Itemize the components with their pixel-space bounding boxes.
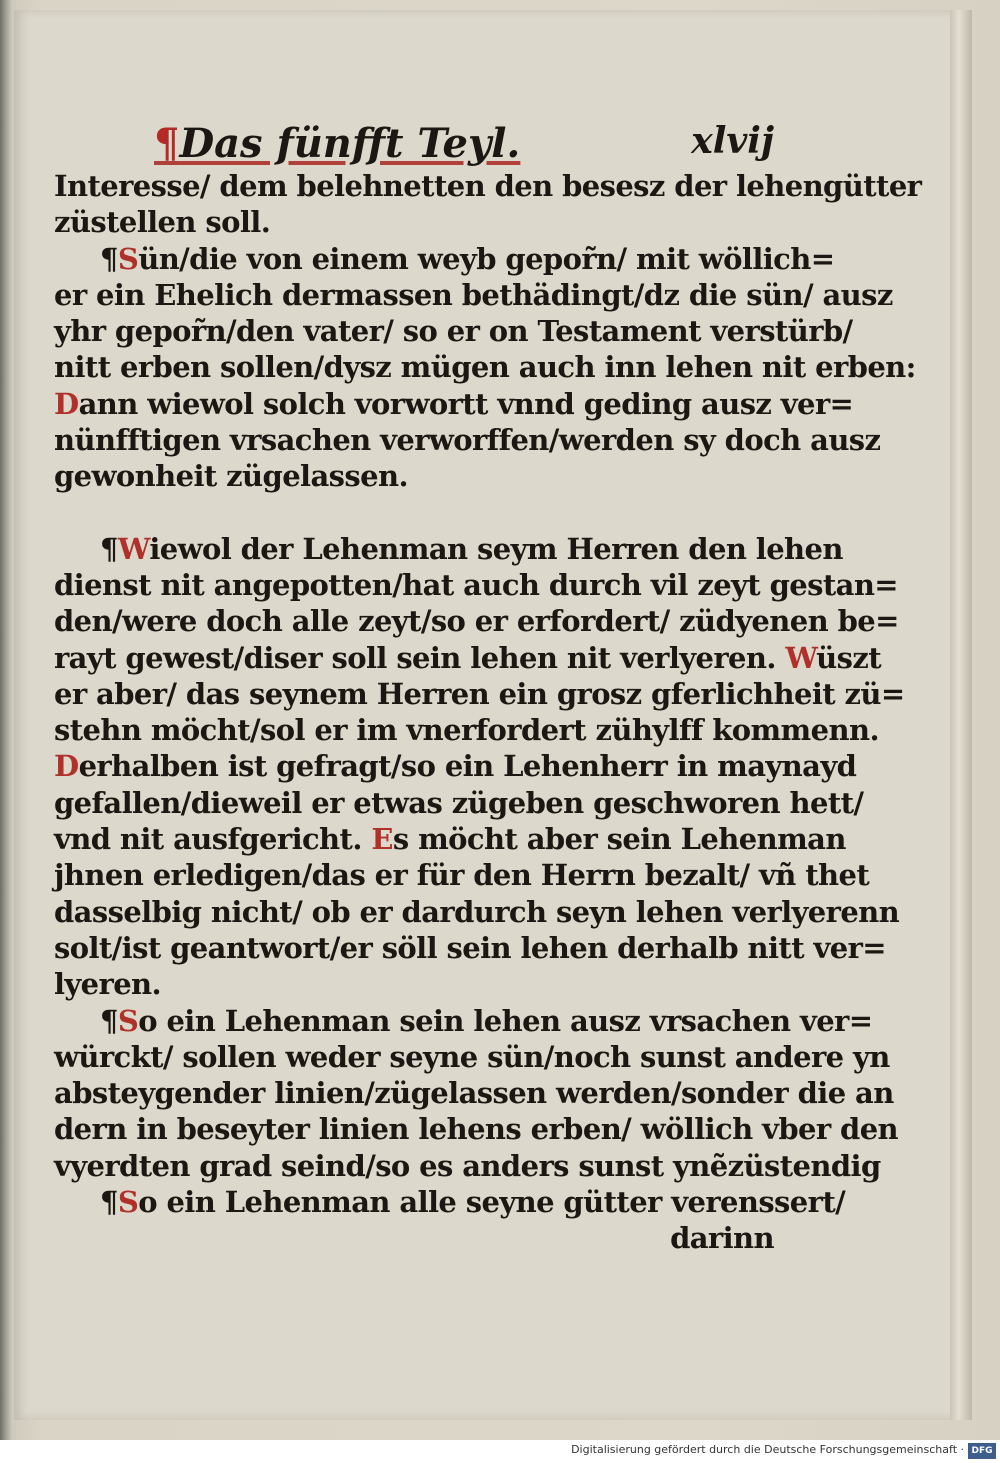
rubricated-initial: W xyxy=(117,531,150,566)
book-page xyxy=(14,10,972,1420)
text-line xyxy=(54,241,835,277)
rubric-mark: ¶ xyxy=(154,120,180,167)
line-text: vyerdten grad seind/so es anders sunst ynẽzüstendig xyxy=(54,1148,881,1183)
line-text: gewonheit zügelassen. xyxy=(54,459,408,494)
text-block xyxy=(54,112,922,1257)
line-text: würckt/ sollen weder seyne sün/noch sunst andere yn xyxy=(54,1039,890,1074)
rubricated-initial: D xyxy=(54,749,79,784)
text-line xyxy=(54,894,900,930)
text-line xyxy=(54,1039,890,1075)
line-text: züstellen soll. xyxy=(54,205,271,240)
folio-number: xlvij xyxy=(691,120,774,162)
line-text: yhr gepor̃n/den vater/ so er on Testament verstürb/ xyxy=(54,314,853,349)
line-text: ün/die von einem weyb gepor̃n/ mit wöllich= xyxy=(138,241,835,276)
line-text: dienst nit angepotten/hat auch durch vil zeyt gestan= xyxy=(54,567,899,602)
text-line xyxy=(54,531,843,567)
line-text: rayt gewest/diser soll sein lehen nit verlyeren. xyxy=(54,640,776,675)
text-line xyxy=(54,748,857,784)
paragraph-gap xyxy=(54,495,774,531)
text-line xyxy=(54,277,893,313)
line-text: vnd nit ausfgericht. xyxy=(54,822,362,857)
text-line xyxy=(54,966,774,1002)
text-line xyxy=(54,1111,899,1147)
page-edge xyxy=(950,10,972,1420)
text-line xyxy=(54,821,846,857)
line-text: jhnen erledigen/das er für den Herrn bezalt/ vñ thet xyxy=(54,858,870,893)
line-text: stehn möcht/sol er im vnerfordert zühylff kommenn. xyxy=(54,713,879,748)
rubricated-initial: W xyxy=(785,640,817,675)
paragraph-mark: ¶ xyxy=(100,241,118,276)
line-text: dasselbig nicht/ ob er dardurch seyn lehen verlyerenn xyxy=(54,894,900,929)
paragraph-mark: ¶ xyxy=(100,531,118,566)
line-text: Interesse/ dem belehnetten den besesz der lehengütter xyxy=(54,169,922,203)
line-text: solt/ist geantwort/er söll sein lehen derhalb nitt ver= xyxy=(54,930,887,965)
line-text: ann wiewol solch vorwortt vnnd geding ausz ver= xyxy=(78,386,854,421)
line-text: er ein Ehelich dermassen bethädingt/dz die sün/ ausz xyxy=(54,277,893,312)
line-text: gefallen/dieweil er etwas zügeben geschworen hett/ xyxy=(54,785,864,820)
text-line xyxy=(54,422,881,458)
body-text xyxy=(54,168,922,1220)
text-line xyxy=(54,313,853,349)
line-text: nünfftigen vrsachen verworffen/werden sy doch ausz xyxy=(54,423,881,458)
line-text: o ein Lehenman sein lehen ausz vrsachen ver= xyxy=(138,1003,873,1038)
line-text: nitt erben sollen/dysz mügen auch inn lehen nit erben: xyxy=(54,350,916,385)
text-line xyxy=(54,603,899,639)
text-line xyxy=(54,349,916,385)
footer-bar xyxy=(0,1440,1000,1463)
running-header xyxy=(54,112,774,168)
rubricated-initial: E xyxy=(371,822,393,857)
rubricated-initial: S xyxy=(117,1185,139,1220)
line-text: üszt xyxy=(816,640,882,675)
text-line xyxy=(54,1075,894,1111)
funding-credit: Digitalisierung gefördert durch die Deutsche Forschungsgemeinschaft · xyxy=(571,1443,964,1456)
running-title: ¶Das fünfft Teyl. xyxy=(154,120,521,167)
line-text: dern in beseyter linien lehens erben/ wöllich vber den xyxy=(54,1112,899,1147)
dfg-logo: DFG xyxy=(968,1443,996,1459)
text-line xyxy=(54,168,922,204)
line-text: o ein Lehenman alle seyne gütter verenssert/ xyxy=(138,1185,846,1220)
line-text: er aber/ das seynem Herren ein grosz gferlichheit zü= xyxy=(54,676,905,711)
text-line xyxy=(54,1003,873,1039)
text-line xyxy=(54,640,882,676)
text-line xyxy=(54,930,887,966)
text-line xyxy=(54,1184,846,1220)
rubricated-initial: D xyxy=(54,386,79,421)
paragraph-mark: ¶ xyxy=(100,1003,118,1038)
line-text: den/were doch alle zeyt/so er erfordert/ züdyenen be= xyxy=(54,604,899,639)
rubricated-initial: S xyxy=(117,1003,139,1038)
text-line xyxy=(54,567,899,603)
line-text: absteygender linien/zügelassen werden/sonder die an xyxy=(54,1076,894,1111)
line-text: s möcht aber sein Lehenman xyxy=(392,822,846,857)
text-line xyxy=(54,1148,881,1184)
text-line xyxy=(54,785,864,821)
paragraph-mark: ¶ xyxy=(100,1185,118,1220)
line-text: erhalben ist gefragt/so ein Lehenherr in maynayd xyxy=(78,749,857,784)
text-line xyxy=(54,857,870,893)
text-line xyxy=(54,458,774,494)
rubricated-initial: S xyxy=(117,241,139,276)
catchword: darinn xyxy=(670,1221,774,1256)
text-line xyxy=(54,676,905,712)
line-text: lyeren. xyxy=(54,967,162,1002)
text-line xyxy=(54,386,854,422)
text-line xyxy=(54,712,879,748)
text-line xyxy=(54,204,774,240)
line-text: iewol der Lehenman seym Herren den lehen xyxy=(149,531,843,566)
